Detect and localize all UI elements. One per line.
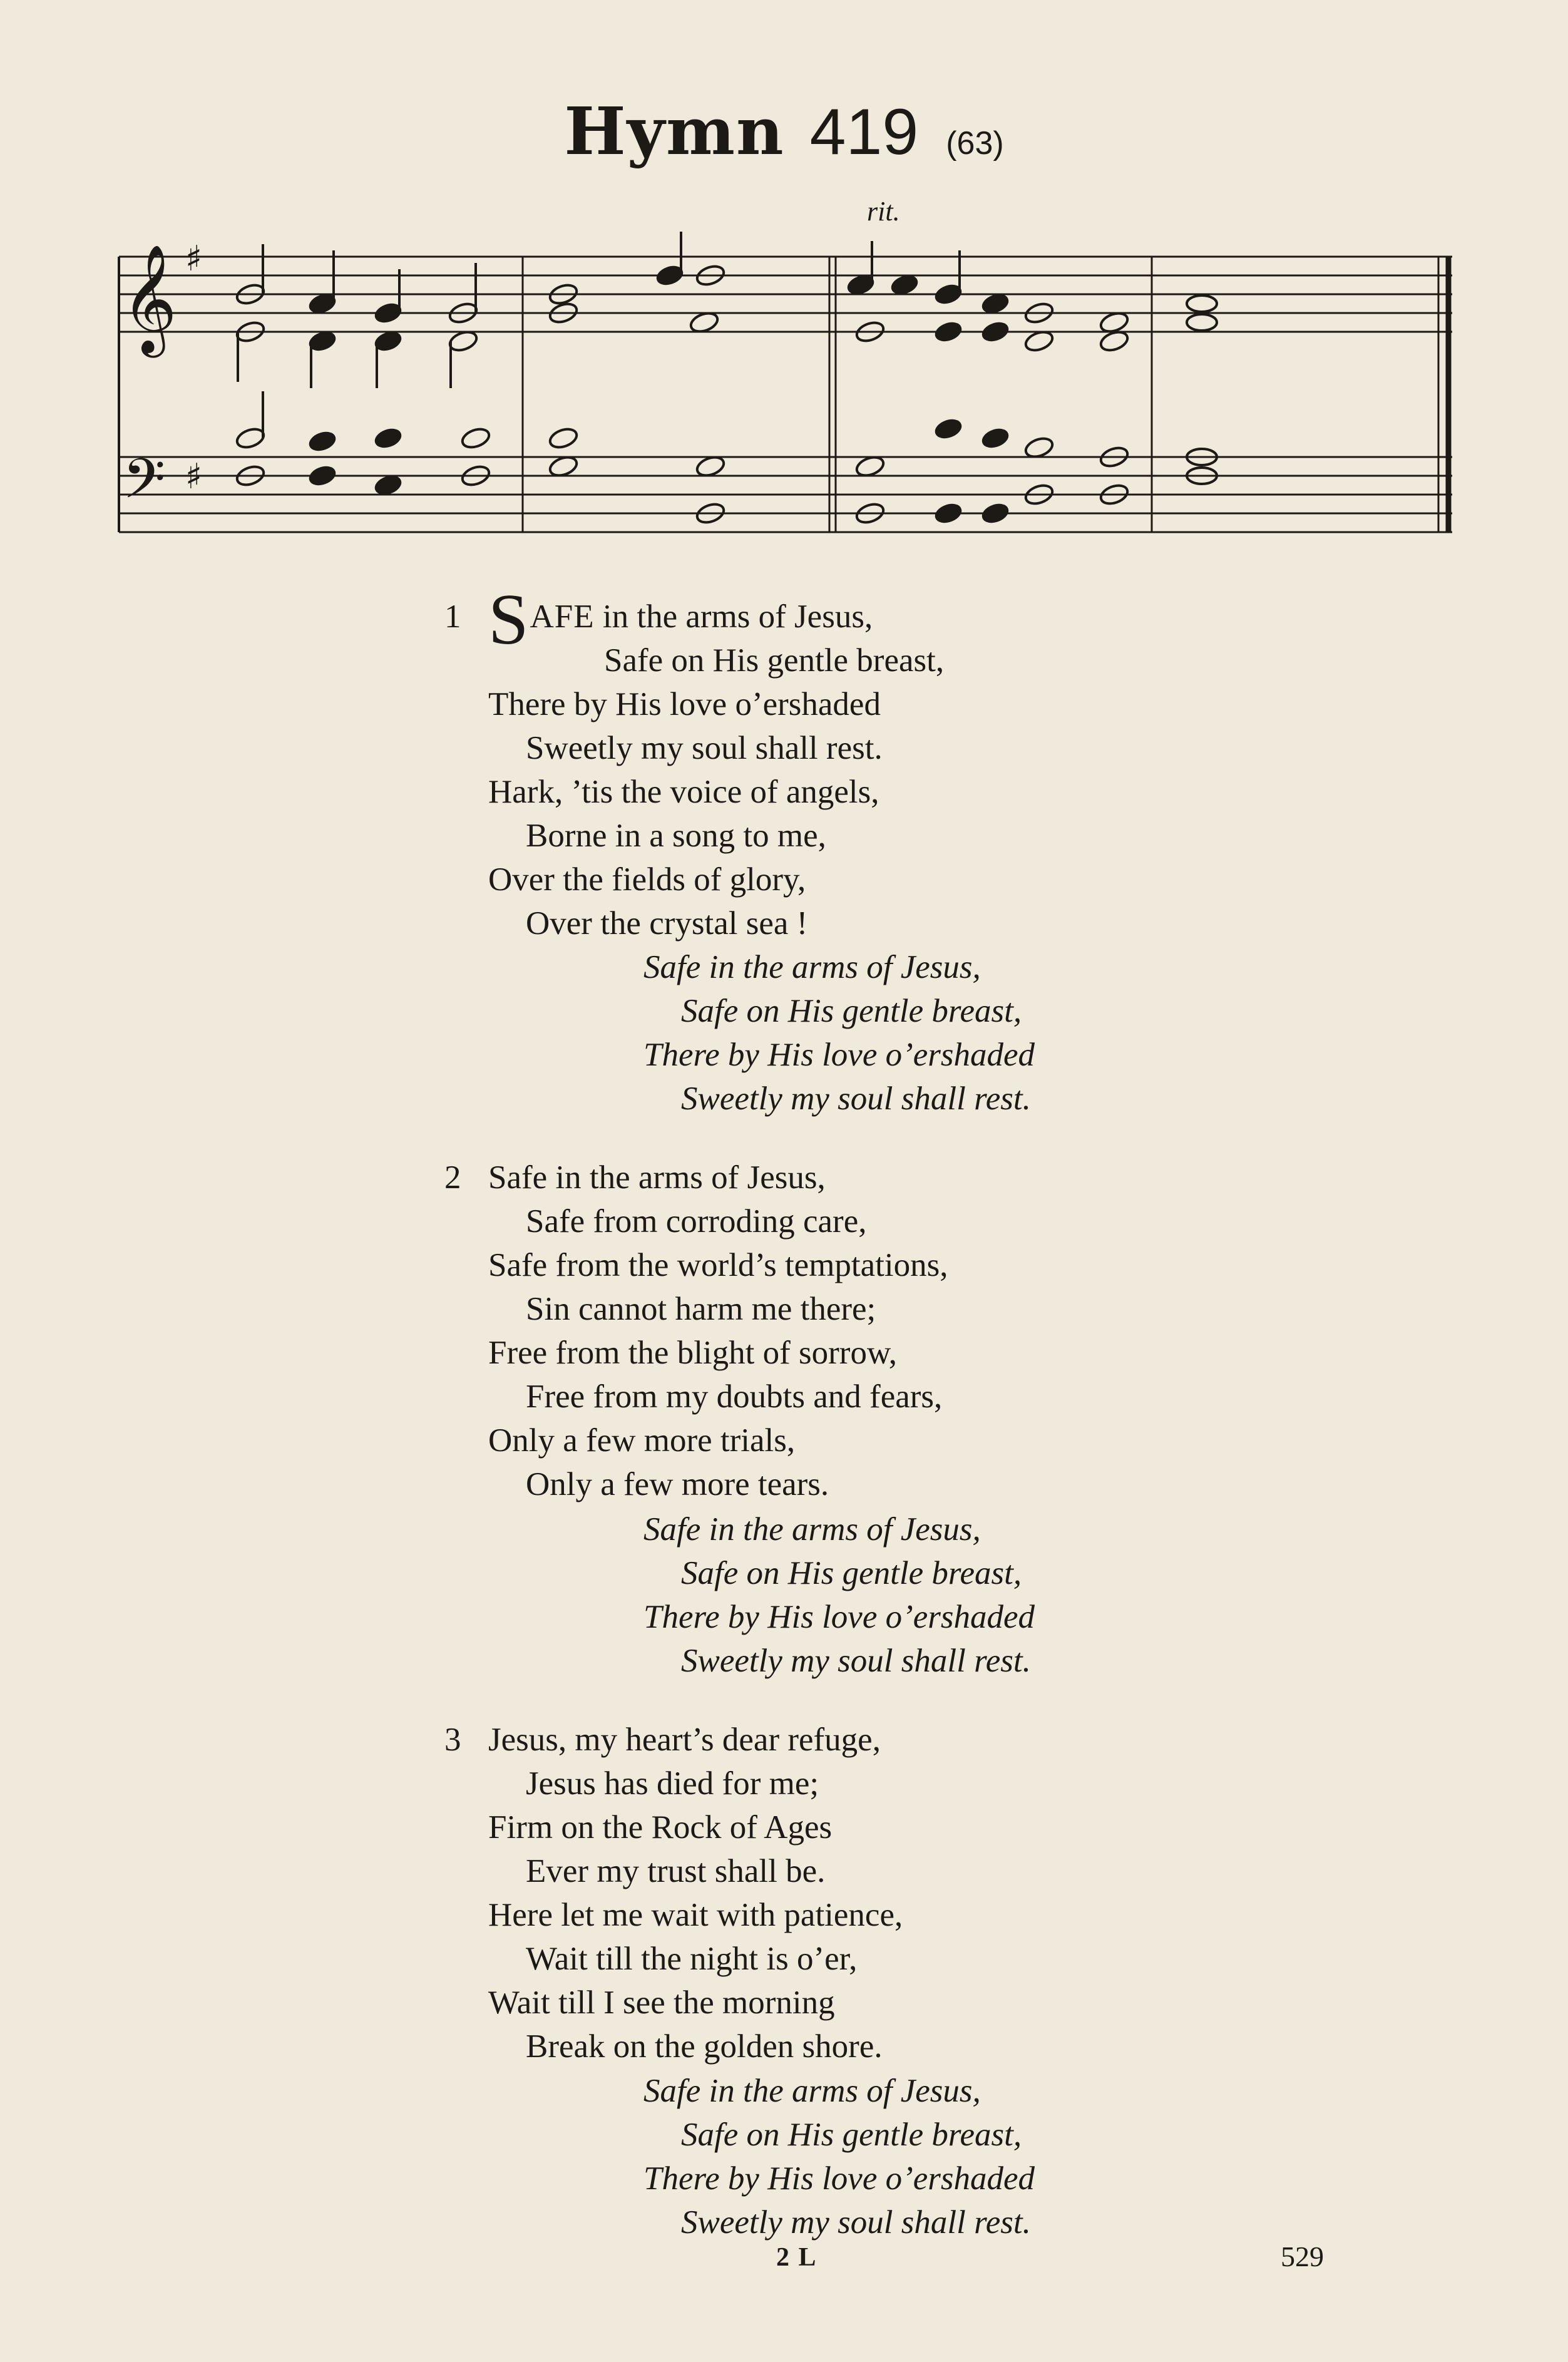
- hymn-number: 419: [809, 96, 919, 168]
- verse-line: Only a few more trials,: [488, 1422, 796, 1459]
- chorus-line: Safe on His gentle breast,: [681, 1555, 1022, 1591]
- verse-line: Wait till the night is o’er,: [526, 1941, 858, 1977]
- chorus-line: Safe in the arms of Jesus,: [643, 2073, 981, 2109]
- verse-line: Safe from corroding care,: [526, 1203, 867, 1240]
- chorus-3: [643, 2069, 1035, 2244]
- chorus-line: Safe on His gentle breast,: [681, 2117, 1022, 2153]
- verse-line: Free from my doubts and fears,: [526, 1379, 943, 1415]
- verse-line: Borne in a song to me,: [526, 818, 826, 854]
- verse-1: [444, 580, 945, 945]
- drop-cap: S: [488, 580, 529, 660]
- chorus-2: [643, 1507, 1035, 1683]
- chorus-line: Sweetly my soul shall rest.: [681, 2204, 1031, 2241]
- verse-line: Here let me wait with patience,: [488, 1897, 903, 1933]
- signature-mark: 2 L: [776, 2243, 817, 2272]
- verse-line: Jesus, my heart’s dear refuge,: [488, 1722, 881, 1758]
- chorus-line: Safe on His gentle breast,: [681, 993, 1022, 1029]
- verse-number: 2: [444, 1159, 461, 1196]
- tune-number: (63): [946, 125, 1004, 162]
- verse-line: SAFE in the arms of Jesus,: [488, 580, 873, 660]
- tempo-marking: rit.: [867, 196, 900, 227]
- verse-line: Over the crystal sea !: [526, 905, 808, 942]
- chorus-line: Sweetly my soul shall rest.: [681, 1643, 1031, 1679]
- music-score: [0, 0, 1568, 563]
- verse-2: [444, 1156, 948, 1506]
- verse-line: Over the fields of glory,: [488, 861, 806, 898]
- verse-line: Safe on His gentle breast,: [604, 642, 945, 679]
- bass-clef-icon: 𝄢: [123, 447, 166, 524]
- verse-number: 1: [444, 598, 461, 635]
- verse-line: Safe from the world’s temptations,: [488, 1247, 948, 1283]
- bass-sharp-icon: ♯: [185, 456, 203, 497]
- chorus-line: There by His love o’ershaded: [643, 1037, 1035, 1073]
- verse-line: Sweetly my soul shall rest.: [526, 730, 883, 766]
- verse-line: Jesus has died for me;: [526, 1765, 819, 1802]
- page-number: 529: [1281, 2241, 1324, 2272]
- verse-line: There by His love o’ershaded: [488, 686, 881, 722]
- chorus-line: Safe in the arms of Jesus,: [643, 949, 981, 985]
- treble-sharp-icon: ♯: [185, 239, 203, 279]
- verse-line: Ever my trust shall be.: [526, 1853, 826, 1889]
- chorus-line: There by His love o’ershaded: [643, 1599, 1035, 1635]
- verse-3: [444, 1718, 903, 2068]
- verse-line: Firm on the Rock of Ages: [488, 1809, 833, 1846]
- chorus-1: [643, 945, 1035, 1121]
- verse-line: Safe in the arms of Jesus,: [488, 1159, 826, 1196]
- treble-clef-icon: 𝄞: [121, 244, 177, 353]
- chorus-line: Sweetly my soul shall rest.: [681, 1081, 1031, 1117]
- verse-line: Only a few more tears.: [526, 1466, 829, 1502]
- verse-line: Break on the golden shore.: [526, 2028, 883, 2065]
- chorus-line: There by His love o’ershaded: [643, 2160, 1035, 2197]
- verse-number: 3: [444, 1722, 461, 1758]
- verse-line: Wait till I see the morning: [488, 1985, 835, 2021]
- verse-line: Hark, ’tis the voice of angels,: [488, 774, 879, 810]
- verse-line: Free from the blight of sorrow,: [488, 1335, 898, 1371]
- title-word: Hymn: [564, 93, 785, 170]
- verse-line: Sin cannot harm me there;: [526, 1291, 876, 1327]
- chorus-line: Safe in the arms of Jesus,: [643, 1511, 981, 1548]
